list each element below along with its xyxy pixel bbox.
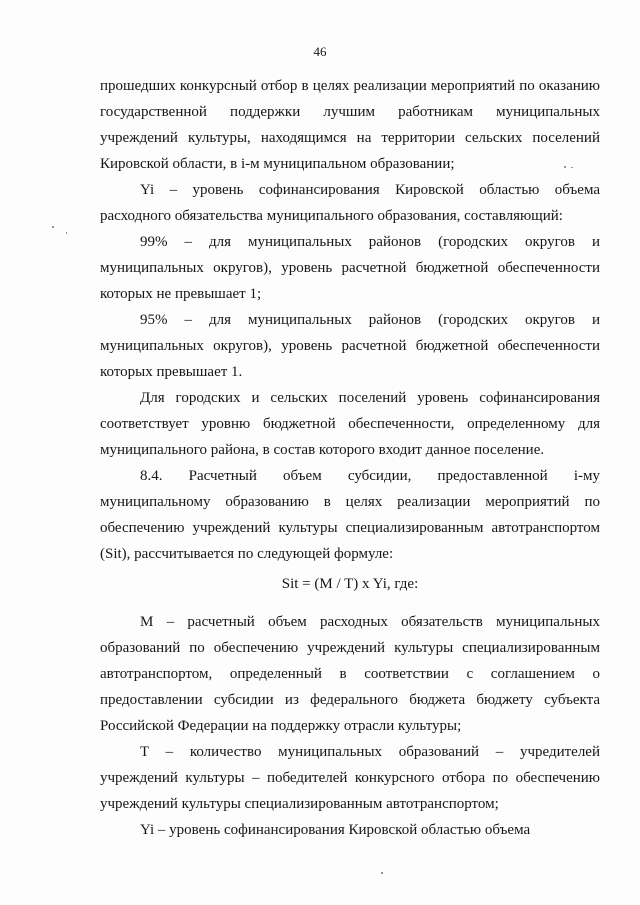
- paragraph-8-4: 8.4. Расчетный объем субсидии, предоставленной i-му муниципальному образованию в целях реализации мероприятий по обеспечению учреждений культуры специализированным автотранспортом (Sit), рассчитывается по следующей формуле:: [100, 468, 600, 562]
- scan-speck: [564, 166, 566, 168]
- formula: Sit = (M / T) x Yi, где:: [281, 576, 419, 592]
- paragraph-yi-definition: Yi – уровень софинансирования Кировской областью объема расходного обязательства муниципального образования, составляющий:: [100, 182, 600, 224]
- scan-speck: [381, 872, 383, 874]
- paragraph-continuation: прошедших конкурсный отбор в целях реализации мероприятий по оказанию государственной поддержки лучшим работникам муниципальных учреждений культуры, находящимся на территории сельских поселений Кировской области, в i-м муниципальном образовании;: [100, 78, 600, 172]
- scan-speck: [66, 232, 67, 234]
- paragraph-yi-repeat: Yi – уровень софинансирования Кировской областью объема: [140, 822, 531, 838]
- scan-speck: [571, 167, 573, 168]
- paragraph-95-percent: 95% – для муниципальных районов (городских округов и муниципальных округов), уровень расчетной бюджетной обеспеченности которых превышает 1.: [100, 312, 600, 380]
- paragraph-settlements: Для городских и сельских поселений уровень софинансирования соответствует уровню бюджетной обеспеченности, определенному для муниципального района, в состав которого входит данное поселение.: [100, 390, 600, 458]
- paragraph-t-definition: T – количество муниципальных образований – учредителей учреждений культуры – победителей конкурсного отбора по обеспечению учреждений культуры специализированным автотранспортом;: [100, 744, 600, 812]
- paragraph-m-definition: M – расчетный объем расходных обязательств муниципальных образований по обеспечению учреждений культуры специализированным автотранспортом, определенный в соответствии с соглашением о предоставлении субсидии из федерального бюджета бюджету субъекта Российской Федерации на поддержку отрасли культуры;: [100, 614, 600, 734]
- paragraph-99-percent: 99% – для муниципальных районов (городских округов и муниципальных округов), уровень расчетной бюджетной обеспеченности которых не превышает 1;: [100, 234, 600, 302]
- page-number: 46: [313, 44, 327, 59]
- scan-speck: [52, 226, 54, 228]
